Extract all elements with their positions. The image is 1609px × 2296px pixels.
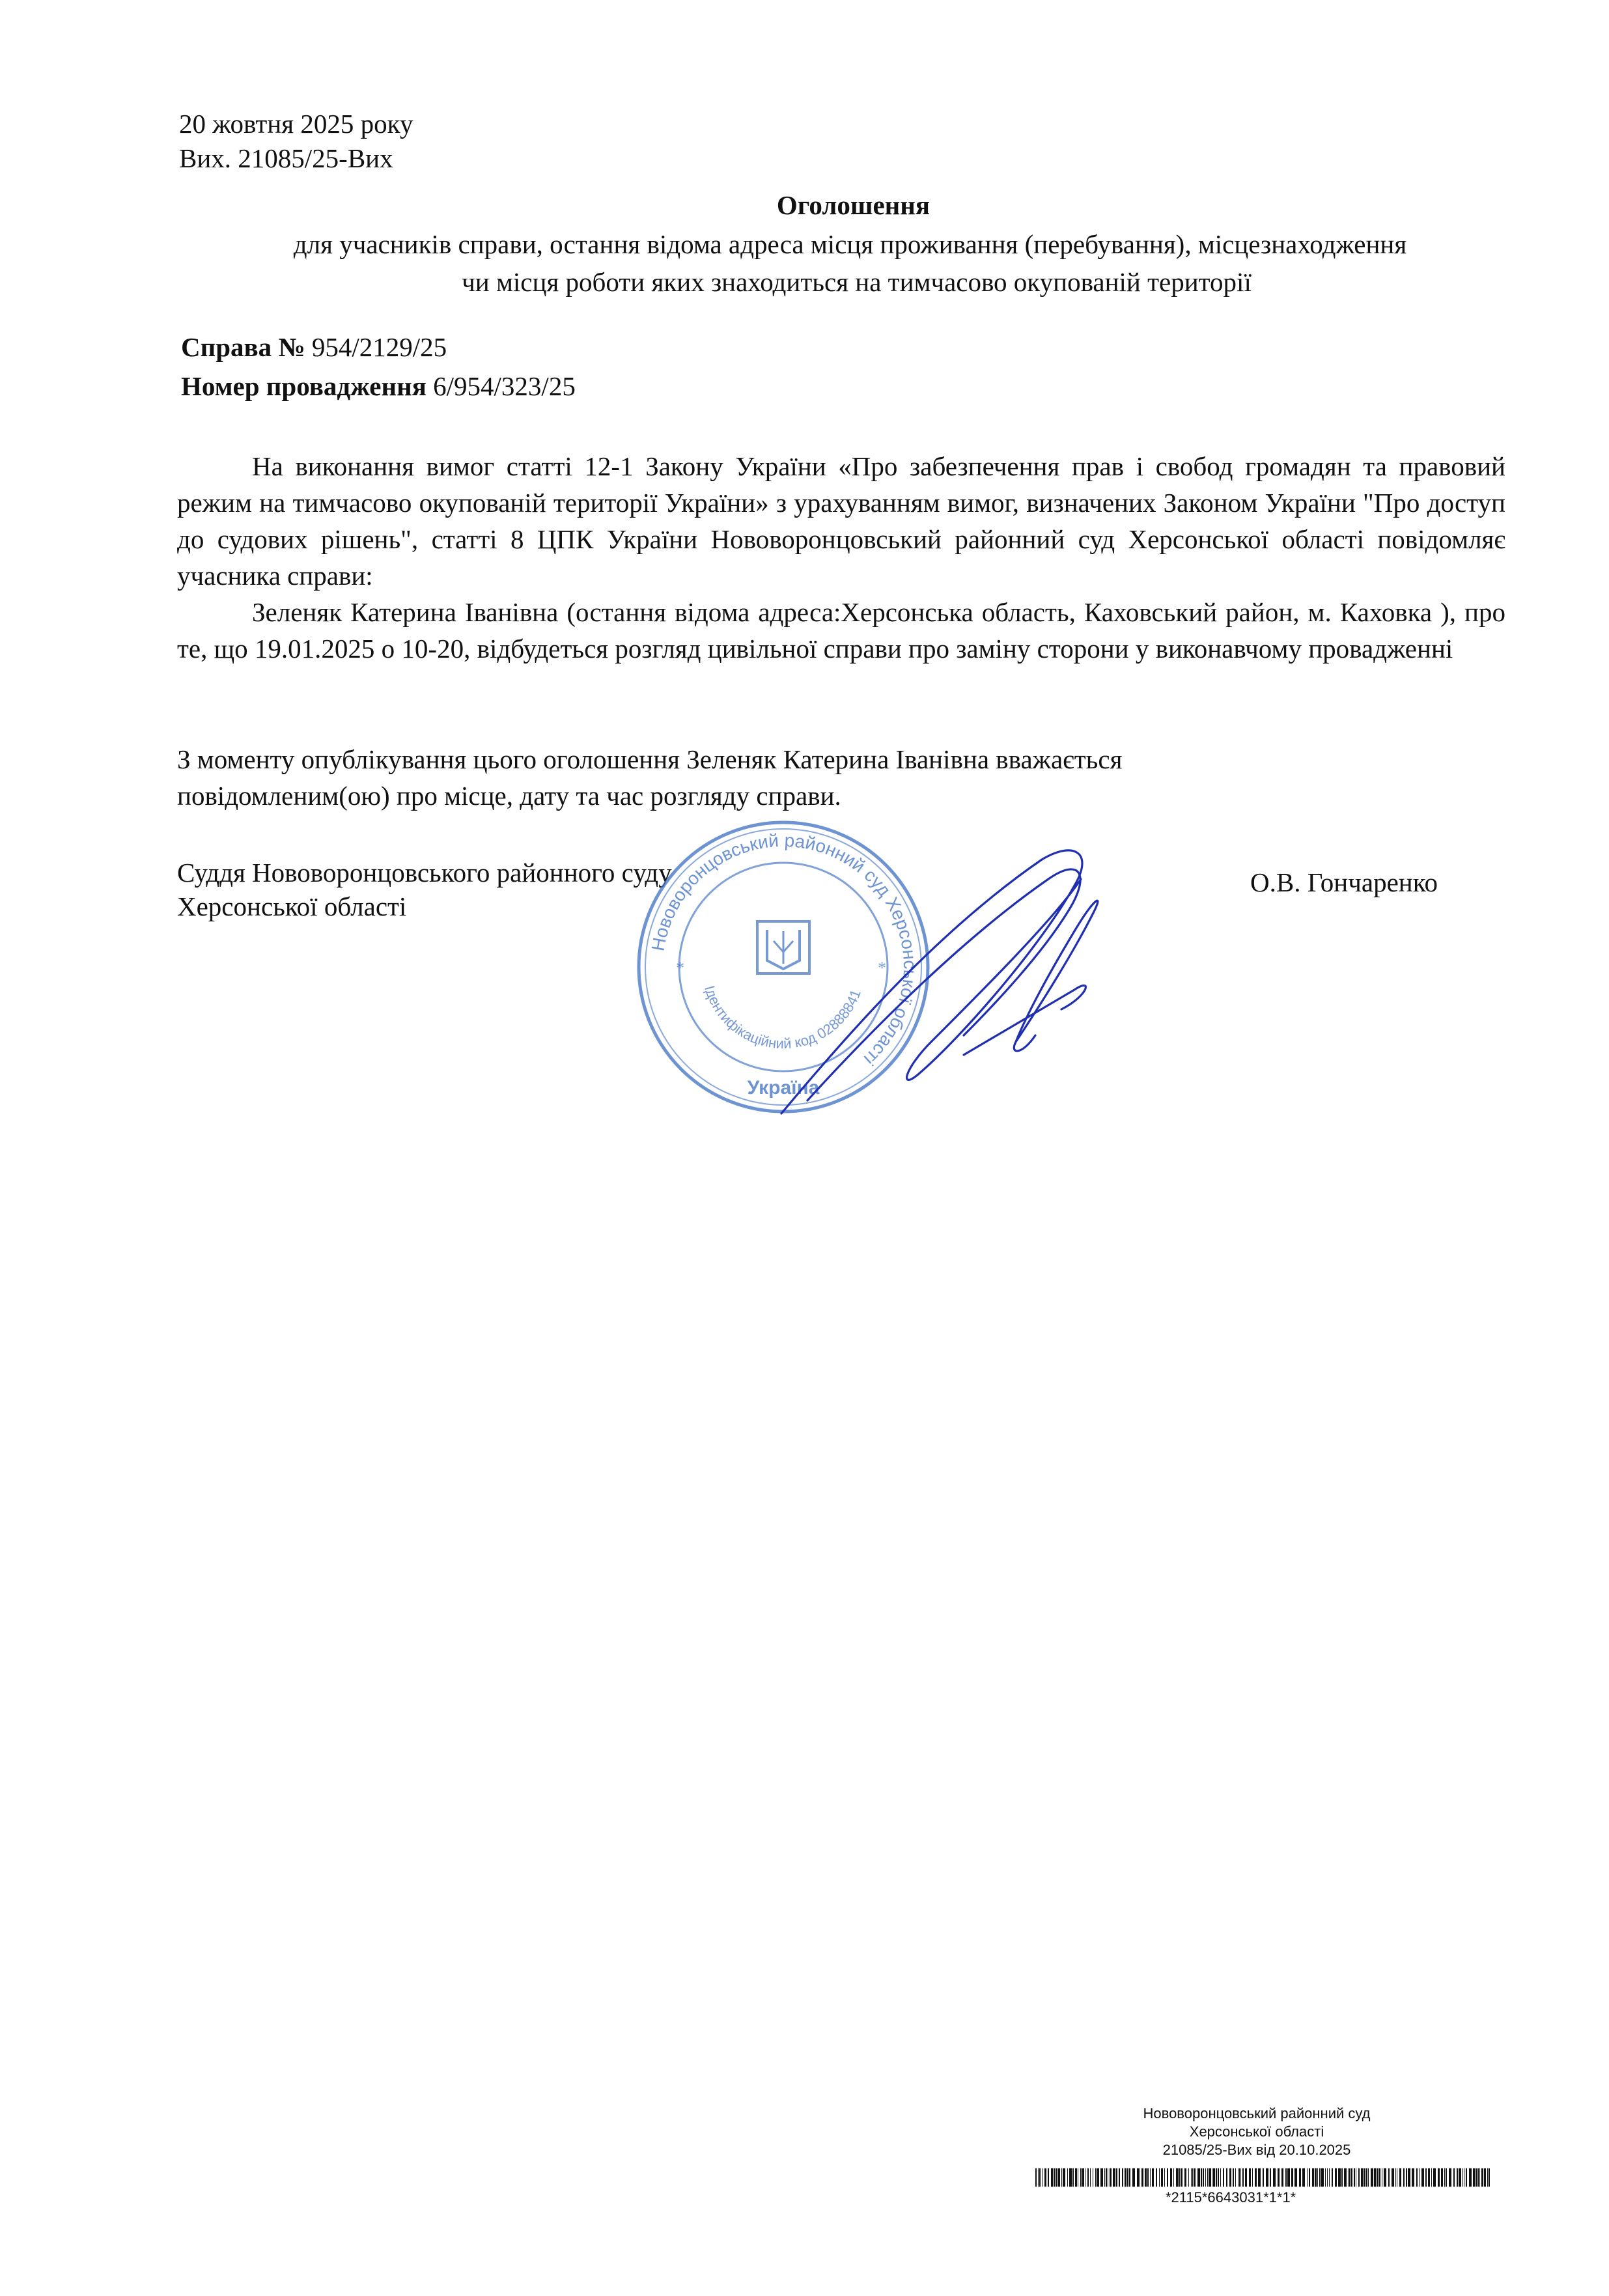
registration-block	[1016, 2105, 1498, 2159]
barcode-bar	[1113, 2168, 1115, 2187]
barcode-bar	[1449, 2168, 1451, 2187]
barcode-bar	[1242, 2168, 1244, 2187]
barcode-bar	[1453, 2168, 1455, 2187]
barcode-bar	[1358, 2168, 1360, 2187]
barcode-bar	[1209, 2168, 1211, 2187]
barcode-bar	[1170, 2168, 1172, 2187]
barcode-bar	[1425, 2168, 1427, 2187]
barcode-bar	[1056, 2168, 1057, 2187]
barcode-bar	[1122, 2168, 1123, 2187]
proceeding-number-line	[181, 373, 576, 400]
svg-text:Нововоронцовський районний суд: Нововоронцовський районний суд Херсонської області	[647, 830, 921, 1070]
barcode-bar	[1302, 2168, 1305, 2187]
barcode-bar	[1466, 2168, 1467, 2187]
barcode-bar	[1479, 2168, 1480, 2187]
barcode-bar	[1233, 2168, 1234, 2187]
barcode-bar	[1431, 2168, 1432, 2187]
barcode-bar	[1188, 2168, 1189, 2187]
barcode-bar	[1063, 2168, 1065, 2187]
barcode-bar	[1321, 2168, 1324, 2187]
barcode-bar	[1110, 2168, 1112, 2187]
barcode-bar	[1075, 2168, 1077, 2187]
barcode-bar	[1201, 2168, 1202, 2187]
body-paragraph-2: Зеленяк Катерина Іванівна (остання відома адреса:Херсонська область, Каховський район, м. Каховка ), про те, що 19.01.2025 о 10-20, відбудеться розгляд цивільної справи про заміну сторони у виконавчому провадженні	[177, 597, 1505, 664]
outgoing-number: Вих. 21085/25-Вих	[179, 143, 393, 173]
barcode-bar	[1377, 2168, 1378, 2187]
barcode-bar	[1319, 2168, 1321, 2187]
barcode-bar	[1258, 2168, 1261, 2187]
barcode-bar	[1051, 2168, 1053, 2187]
barcode-bar	[1194, 2168, 1196, 2187]
barcode-bar	[1285, 2168, 1287, 2187]
barcode-bar	[1226, 2168, 1227, 2187]
body-paragraph-3: З моменту опублікування цього оголошення Зеленяк Катерина Іванівна вважається повідомленим(ою) про місце, дату та час розгляду справи.	[177, 744, 1123, 811]
barcode-bar	[1213, 2168, 1215, 2187]
barcode-bar	[1291, 2168, 1293, 2187]
barcode-bar	[1080, 2168, 1082, 2187]
barcode-bar	[1406, 2168, 1407, 2187]
barcode-bar	[1095, 2168, 1097, 2187]
barcode-bar	[1137, 2168, 1140, 2187]
barcode-bar	[1104, 2168, 1105, 2187]
barcode-bar	[1039, 2168, 1041, 2187]
barcode-bar	[1255, 2168, 1257, 2187]
barcode-bar	[1270, 2168, 1271, 2187]
barcode-bar	[1125, 2168, 1126, 2187]
barcode-bar	[1229, 2168, 1231, 2187]
barcode-bar	[1484, 2168, 1486, 2187]
barcode-bar	[1307, 2168, 1308, 2187]
barcode-bar	[1299, 2168, 1301, 2187]
barcode-bar	[1361, 2168, 1364, 2187]
barcode-bar	[1349, 2168, 1350, 2187]
barcode-bar	[1197, 2168, 1200, 2187]
barcode-bar	[1207, 2168, 1208, 2187]
barcode-bar	[1327, 2168, 1328, 2187]
barcode-bar	[1167, 2168, 1168, 2187]
svg-text:Ідентифікаційний код 02888841: Ідентифікаційний код 02888841	[701, 983, 864, 1052]
svg-text:*: *	[676, 959, 684, 977]
barcode-bar	[1150, 2168, 1151, 2187]
barcode-bar	[1100, 2168, 1103, 2187]
barcode-bar	[1332, 2168, 1333, 2187]
barcode-bar	[1351, 2168, 1352, 2187]
handwritten-signature	[768, 840, 1107, 1127]
barcode-bar	[1419, 2168, 1420, 2187]
subtitle-line-2: чи місця роботи яких знаходиться на тимчасово окупованій території	[462, 267, 1252, 297]
barcode-bar	[1338, 2168, 1341, 2187]
barcode-bar	[1473, 2168, 1475, 2187]
barcode-bar	[1164, 2168, 1165, 2187]
barcode-bar	[1184, 2168, 1186, 2187]
barcode-bar	[1374, 2168, 1376, 2187]
barcode-bar	[1378, 2168, 1380, 2187]
case-number-label: Справа №	[181, 332, 305, 362]
barcode-bar	[1179, 2168, 1180, 2187]
barcode-bar	[1176, 2168, 1179, 2187]
barcode-bar	[1191, 2168, 1192, 2187]
barcode-bar	[1395, 2168, 1396, 2187]
barcode-bar	[1240, 2168, 1241, 2187]
barcode-bar	[1263, 2168, 1264, 2187]
judge-position-line-1: Суддя Нововоронцовського районного суду	[177, 858, 672, 888]
barcode-bar	[1245, 2168, 1247, 2187]
barcode-bar	[1116, 2168, 1117, 2187]
barcode-bar	[1341, 2168, 1343, 2187]
judge-position-line-2: Херсонської області	[177, 891, 407, 921]
barcode-text: *2115*6643031*1*1*	[1166, 2189, 1296, 2205]
barcode-bar	[1067, 2168, 1068, 2187]
barcode-bar	[1438, 2168, 1440, 2187]
barcode-bar	[1317, 2168, 1318, 2187]
barcode-bar	[1481, 2168, 1483, 2187]
document-title: Оголошення	[776, 190, 930, 220]
case-number-value: 954/2129/25	[311, 332, 447, 362]
barcode-bar	[1487, 2168, 1489, 2187]
barcode-bar	[1249, 2168, 1251, 2187]
barcode-bar	[1477, 2168, 1479, 2187]
barcode-bar	[1072, 2168, 1074, 2187]
barcode-bar	[1403, 2168, 1405, 2187]
barcode-bar	[1035, 2168, 1037, 2187]
barcode-bar	[1312, 2168, 1314, 2187]
barcode-bar	[1344, 2168, 1347, 2187]
judge-name: О.В. Гончаренко	[1250, 867, 1438, 897]
body-paragraph-1: На виконання вимог статті 12-1 Закону України «Про забезпечення прав і свобод громадян та правовий режим на тимчасово окупованій території України» з урахуванням вимог, визначених Законом України "Про доступ до судових рішень", статті 8 ЦПК України Нововоронцовський районний суд Херсонської області повідомляє учасника справи:	[177, 451, 1505, 591]
proceeding-number-value: 6/954/323/25	[433, 371, 576, 401]
barcode-bar	[1129, 2168, 1130, 2187]
barcode-bar	[1428, 2168, 1430, 2187]
barcode-bar	[1441, 2168, 1443, 2187]
barcode-bar	[1462, 2168, 1463, 2187]
barcode-bar	[1097, 2168, 1099, 2187]
subtitle-line-1: для учасників справи, остання відома адреса місця проживання (перебування), місцезнаходження	[293, 229, 1407, 259]
barcode-bar	[1354, 2168, 1355, 2187]
barcode-bar	[1152, 2168, 1154, 2187]
proceeding-number-label: Номер провадження	[181, 371, 427, 401]
barcode-bar	[1476, 2168, 1477, 2187]
registration-region: Херсонської області	[1189, 2123, 1324, 2140]
barcode-bar	[1281, 2168, 1283, 2187]
barcode-bar	[1044, 2168, 1046, 2187]
barcode-bar	[1408, 2168, 1410, 2187]
barcode-bar	[1412, 2168, 1414, 2187]
barcode-icon	[1035, 2168, 1491, 2187]
barcode-bar	[1161, 2168, 1163, 2187]
barcode-bar	[1273, 2168, 1276, 2187]
barcode-bar	[1399, 2168, 1401, 2187]
barcode-bar	[1203, 2168, 1204, 2187]
barcode-bar	[1348, 2168, 1349, 2187]
case-number-line	[181, 334, 447, 361]
barcode-bar	[1239, 2168, 1240, 2187]
barcode-bar	[1126, 2168, 1128, 2187]
svg-text:*: *	[878, 959, 886, 977]
barcode-bar	[1058, 2168, 1060, 2187]
barcode-bar	[1173, 2168, 1174, 2187]
barcode-bar	[1392, 2168, 1394, 2187]
barcode-bar	[1459, 2168, 1461, 2187]
barcode-bar	[1421, 2168, 1424, 2187]
barcode-bar	[1141, 2168, 1143, 2187]
barcode-bar	[1069, 2168, 1072, 2187]
barcode-bar	[1433, 2168, 1436, 2187]
barcode-bar	[1252, 2168, 1253, 2187]
barcode-bar	[1106, 2168, 1107, 2187]
barcode-bar	[1119, 2168, 1120, 2187]
barcode-bar	[1368, 2168, 1369, 2187]
barcode-bar	[1145, 2168, 1147, 2187]
barcode-bar	[1444, 2168, 1445, 2187]
barcode-bar	[1278, 2168, 1280, 2187]
barcode-bar	[1061, 2168, 1062, 2187]
barcode-bar	[1469, 2168, 1472, 2187]
barcode-bar	[1235, 2168, 1236, 2187]
barcode-bar	[1087, 2168, 1089, 2187]
barcode-bar	[1287, 2168, 1290, 2187]
barcode-bar	[1371, 2168, 1373, 2187]
barcode-bar	[1192, 2168, 1193, 2187]
barcode-bar	[1090, 2168, 1091, 2187]
letter-date: 20 жовтня 2025 року	[179, 109, 413, 139]
barcode-bar	[1220, 2168, 1221, 2187]
barcode-bar	[1218, 2168, 1219, 2187]
barcode-bar	[1388, 2168, 1390, 2187]
barcode-bar	[1205, 2168, 1206, 2187]
barcode-bar	[1038, 2168, 1039, 2187]
svg-text:Україна: Україна	[747, 1077, 820, 1099]
barcode-bar	[1054, 2168, 1055, 2187]
barcode-bar	[1446, 2168, 1447, 2187]
barcode-bar	[1364, 2168, 1365, 2187]
registration-court: Нововоронцовський районний суд	[1143, 2105, 1371, 2121]
barcode-bar	[1216, 2168, 1217, 2187]
barcode-bar	[1156, 2168, 1157, 2187]
barcode-bar	[1416, 2168, 1418, 2187]
barcode-bar	[1048, 2168, 1049, 2187]
barcode-bar	[1315, 2168, 1317, 2187]
barcode-bar	[1309, 2168, 1310, 2187]
barcode-bar	[1159, 2168, 1160, 2187]
barcode-bar	[1366, 2168, 1367, 2187]
barcode-bar	[1325, 2168, 1326, 2187]
barcode-bar	[1335, 2168, 1337, 2187]
barcode-bar	[1266, 2168, 1268, 2187]
barcode-bar	[1384, 2168, 1386, 2187]
barcode-bar	[1223, 2168, 1224, 2187]
barcode-bar	[1132, 2168, 1135, 2187]
barcode-bar	[1329, 2168, 1330, 2187]
barcode-bar	[1457, 2168, 1458, 2187]
registration-number: 21085/25-Вих від 20.10.2025	[1162, 2142, 1351, 2158]
barcode-bar	[1082, 2168, 1084, 2187]
barcode-bar	[1294, 2168, 1297, 2187]
barcode-bar	[1489, 2168, 1490, 2187]
barcode-bar	[1181, 2168, 1182, 2187]
barcode-bar	[1147, 2168, 1149, 2187]
